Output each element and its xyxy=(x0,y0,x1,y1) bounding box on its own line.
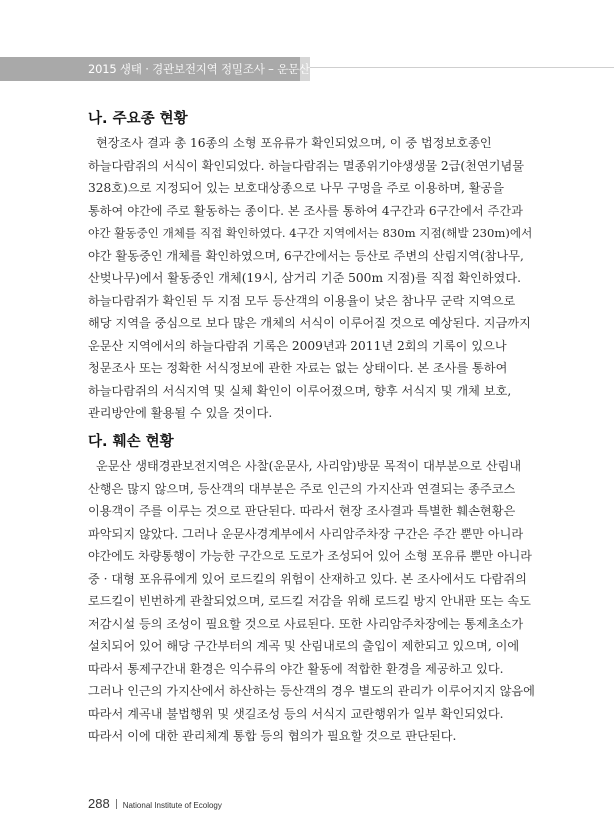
text-line: 중 · 대형 포유류에게 있어 로드킬의 위험이 산재하고 있다. 본 조사에서도 다람쥐의 xyxy=(88,571,527,586)
text-line: 328호)으로 지정되어 있는 보호대상종으로 나무 구멍을 주로 이용하며, 활공을 xyxy=(88,181,505,195)
text-line: 하늘다람쥐가 확인된 두 지점 모두 등산객의 이용율이 낮은 참나무 군락 지역으로 xyxy=(88,293,516,308)
text-line: 그러나 인근의 가지산에서 하산하는 등산객의 경우 별도의 관리가 이루어지지 않음에 xyxy=(88,684,535,698)
page-footer xyxy=(88,793,222,812)
section-heading-damage: 다. 훼손 현황 xyxy=(88,434,174,450)
text-line: 운문산 생태경관보전지역은 사찰(운문사, 사리암)방문 목적이 대부분으로 산림내 xyxy=(96,459,522,473)
text-line: 통하여 야간에 주로 활동하는 종이다. 본 조사를 통하여 4구간과 6구간에서 주간과 xyxy=(88,203,523,218)
footer-institute: National Institute of Ecology xyxy=(122,801,222,810)
text-line: 현장조사 결과 총 16종의 소형 포유류가 확인되었으며, 이 중 법정보호종인 xyxy=(96,136,492,150)
text-line: 야간에도 차량통행이 가능한 구간으로 도로가 조성되어 있어 소형 포유류 뿐만 아니라 xyxy=(88,549,532,563)
text-line: 따라서 이에 대한 관리체계 통합 등의 협의가 필요할 것으로 판단된다. xyxy=(88,729,457,743)
paragraph-damage xyxy=(88,455,536,748)
text-line: 저감시설 등의 조성이 필요할 것으로 사료된다. 또한 사리암주차장에는 통제초소가 xyxy=(88,616,524,631)
text-line: 관리방안에 활용될 수 있을 것이다. xyxy=(88,406,273,420)
header-rule xyxy=(310,67,614,68)
text-line: 야간 활동중인 개체를 직접 확인하였다. 4구간 지역에서는 830m 지점(해발 230m)에서 xyxy=(88,226,533,240)
text-line: 하늘다람쥐의 서식지역 및 실체 확인이 이루어졌으며, 향후 서식지 및 개체 보호, xyxy=(88,383,512,398)
section-heading-main-species: 나. 주요종 현황 xyxy=(88,111,188,127)
text-line: 해당 지역을 중심으로 보다 많은 개체의 서식이 이루어질 것으로 예상된다. 지금까지 xyxy=(88,316,531,330)
running-header-title: 2015 생태 · 경관보전지역 정밀조사 – 운문산 xyxy=(88,62,310,76)
text-line: 이용객이 주를 이루는 것으로 판단된다. 따라서 현장 조사결과 특별한 훼손현황은 xyxy=(88,504,516,518)
text-line: 청문조사 또는 정확한 서식정보에 관한 자료는 없는 상태이다. 본 조사를 통하여 xyxy=(88,361,508,375)
text-line: 야간 활동중인 개체를 확인하였으며, 6구간에서는 등산로 주변의 산림지역(참나무, xyxy=(88,248,524,263)
text-line: 운문산 지역에서의 하늘다람쥐 기록은 2009년과 2011년 2회의 기록이 있으나 xyxy=(88,338,507,353)
text-line: 하늘다람쥐의 서식이 확인되었다. 하늘다람쥐는 멸종위기야생생물 2급(천연기념물 xyxy=(88,158,525,173)
page-number: 288 xyxy=(88,796,110,811)
text-line: 따라서 계곡내 불법행위 및 샛길조성 등의 서식지 교란행위가 일부 확인되었다. xyxy=(88,706,504,721)
text-line: 파악되지 않았다. 그러나 운문사경계부에서 사리암주차장 구간은 주간 뿐만 아니라 xyxy=(88,526,524,541)
text-line: 따라서 통제구간내 환경은 익수류의 야간 활동에 적합한 환경을 제공하고 있다. xyxy=(88,661,504,676)
running-header xyxy=(0,57,614,81)
text-line: 로드킬이 빈번하게 관찰되었으며, 로드킬 저감을 위해 로드킬 방지 안내판 또는 속도 xyxy=(88,594,531,608)
text-line: 산벚나무)에서 활동중인 개체(19시, 삼거리 기준 500m 지점)를 직접 확인하였다. xyxy=(88,271,521,285)
paragraph-main-species xyxy=(88,132,536,425)
text-line: 산행은 많지 않으며, 등산객의 대부분은 주로 인근의 가지산과 연결되는 종주코스 xyxy=(88,481,516,496)
text-line: 설치되어 있어 해당 구간부터의 계곡 및 산림내로의 출입이 제한되고 있으며, 이에 xyxy=(88,639,520,653)
footer-separator xyxy=(116,799,117,809)
